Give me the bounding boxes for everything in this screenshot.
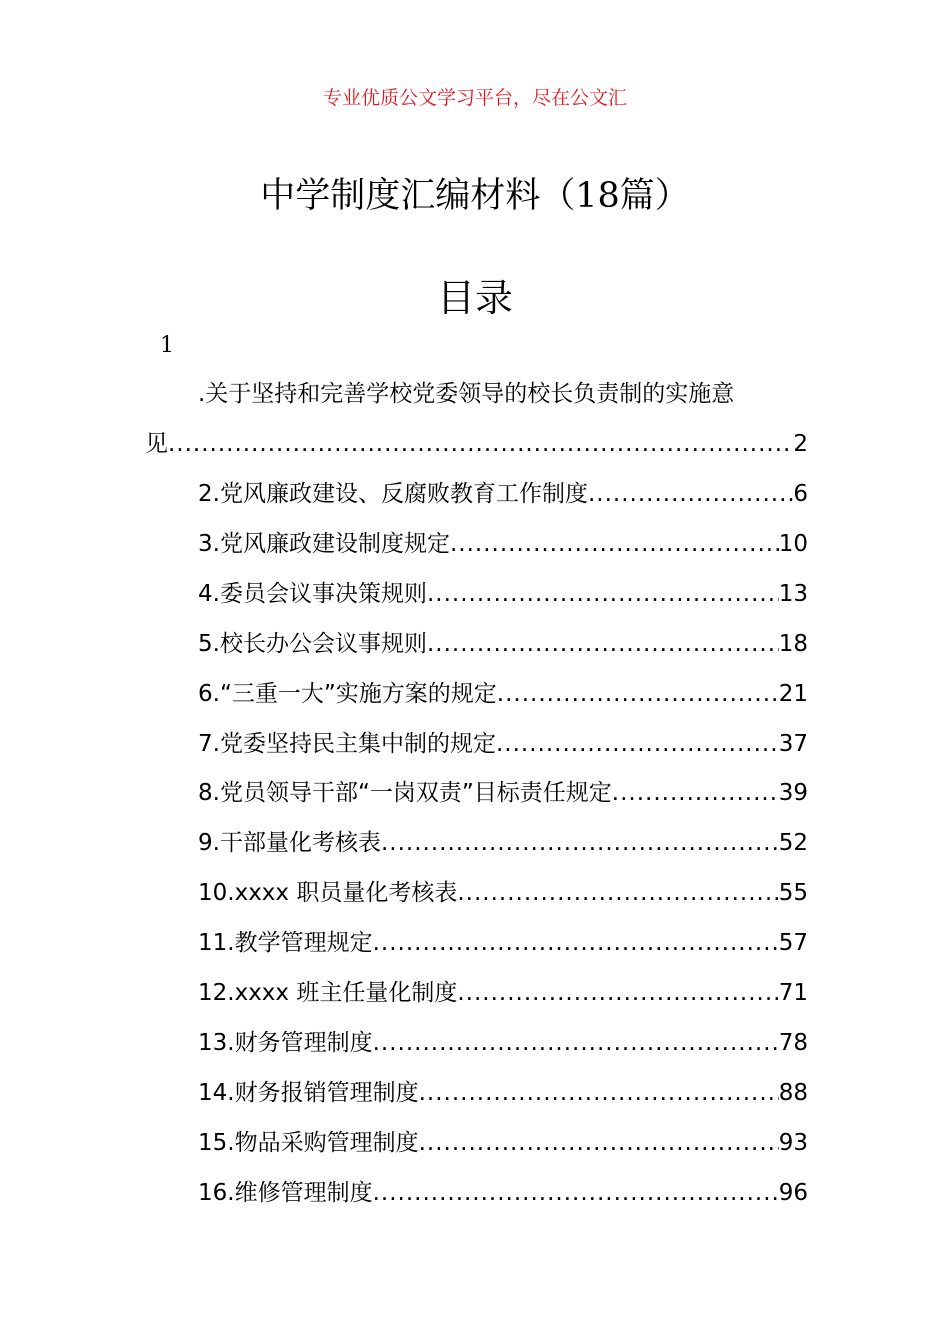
dot-leader [427, 576, 779, 612]
toc-entry[interactable] [198, 1075, 808, 1111]
toc-entry-title: 7.党委坚持民主集中制的规定 [198, 731, 496, 757]
toc-entry-title: 13.财务管理制度 [198, 1030, 373, 1056]
dot-leader [612, 775, 779, 811]
dot-leader [419, 1075, 779, 1111]
toc-entry-page: 71 [778, 980, 808, 1006]
toc-entry-page: 18 [778, 631, 808, 657]
title-suffix: 篇） [619, 176, 690, 216]
dot-leader [419, 1125, 779, 1161]
dot-leader [373, 1025, 779, 1061]
dot-leader [457, 875, 778, 911]
toc-entry[interactable] [198, 726, 808, 762]
toc-entry-title: 8.党员领导干部“一岗双责”目标责任规定 [198, 780, 612, 806]
toc-entry-title: 16.维修管理制度 [198, 1180, 373, 1206]
toc-entry[interactable] [198, 825, 808, 861]
toc-entry-title: 11.教学管理规定 [198, 930, 373, 956]
toc-entry-page: 39 [778, 780, 808, 806]
title-prefix: 中学制度汇编材料（ [260, 176, 576, 216]
dot-leader [373, 1175, 779, 1211]
toc-entry-title: 6.“三重一大”实施方案的规定 [198, 681, 497, 707]
title-count: 18 [575, 176, 620, 216]
toc-entry-title: 12.xxxx 班主任量化制度 [198, 980, 458, 1006]
toc-entry-title: 9.干部量化考核表 [198, 830, 381, 856]
dot-leader [168, 426, 793, 462]
toc-entry-1-number: 1 [160, 333, 174, 358]
toc-entry-title: 3.党风廉政建设制度规定 [198, 531, 450, 557]
toc-entry[interactable] [198, 1025, 808, 1061]
toc-entry-page: 37 [778, 731, 808, 757]
dot-leader [427, 626, 779, 662]
toc-entry-title: 5.校长办公会议事规则 [198, 631, 427, 657]
toc-entry-page: 21 [778, 681, 808, 707]
toc-entry-page: 55 [778, 880, 808, 906]
dot-leader [457, 975, 778, 1011]
toc-entry[interactable] [198, 676, 808, 712]
dot-leader [381, 825, 779, 861]
toc-entry-page: 13 [778, 581, 808, 607]
toc-entry[interactable] [198, 975, 808, 1011]
dot-leader [497, 676, 779, 712]
toc-entry-title: 15.物品采购管理制度 [198, 1130, 419, 1156]
toc-entry[interactable] [198, 875, 808, 911]
toc-entry-page: 88 [778, 1080, 808, 1106]
toc-entry-1-title-cont: 见 [145, 431, 168, 457]
toc-entry-page: 57 [778, 930, 808, 956]
toc-entry-page: 10 [778, 531, 808, 557]
dot-leader [496, 726, 779, 762]
toc-entry[interactable] [198, 626, 808, 662]
dot-leader [373, 925, 779, 961]
toc-entry[interactable] [198, 1125, 808, 1161]
toc-entry-page: 6 [793, 481, 808, 507]
toc-entry[interactable] [198, 925, 808, 961]
toc-entry-title: 4.委员会议事决策规则 [198, 581, 427, 607]
toc-entry[interactable] [198, 775, 808, 811]
toc-entry-page: 52 [778, 830, 808, 856]
toc-entry[interactable] [198, 526, 808, 562]
toc-entry[interactable] [198, 476, 808, 512]
toc-entry-title: 10.xxxx 职员量化考核表 [198, 880, 458, 906]
toc-entry-1-line1[interactable] [198, 376, 808, 412]
dot-leader [588, 476, 793, 512]
toc-entry-page: 93 [778, 1130, 808, 1156]
toc-entry-1-title: .关于坚持和完善学校党委领导的校长负责制的实施意 [198, 381, 735, 407]
toc-entry[interactable] [198, 576, 808, 612]
document-title [0, 170, 950, 222]
toc-entry-page: 78 [778, 1030, 808, 1056]
toc-entry-page: 96 [778, 1180, 808, 1206]
toc-entry-title: 2.党风廉政建设、反腐败教育工作制度 [198, 481, 588, 507]
header-slogan: 专业优质公文学习平台，尽在公文汇 [322, 87, 627, 109]
toc-entry-1-page: 2 [793, 431, 808, 457]
toc-entry[interactable] [198, 1175, 808, 1211]
toc-heading: 目录 [436, 276, 513, 320]
toc-entry-title: 14.财务报销管理制度 [198, 1080, 419, 1106]
toc-entry-1-line2[interactable] [145, 426, 808, 462]
dot-leader [450, 526, 779, 562]
